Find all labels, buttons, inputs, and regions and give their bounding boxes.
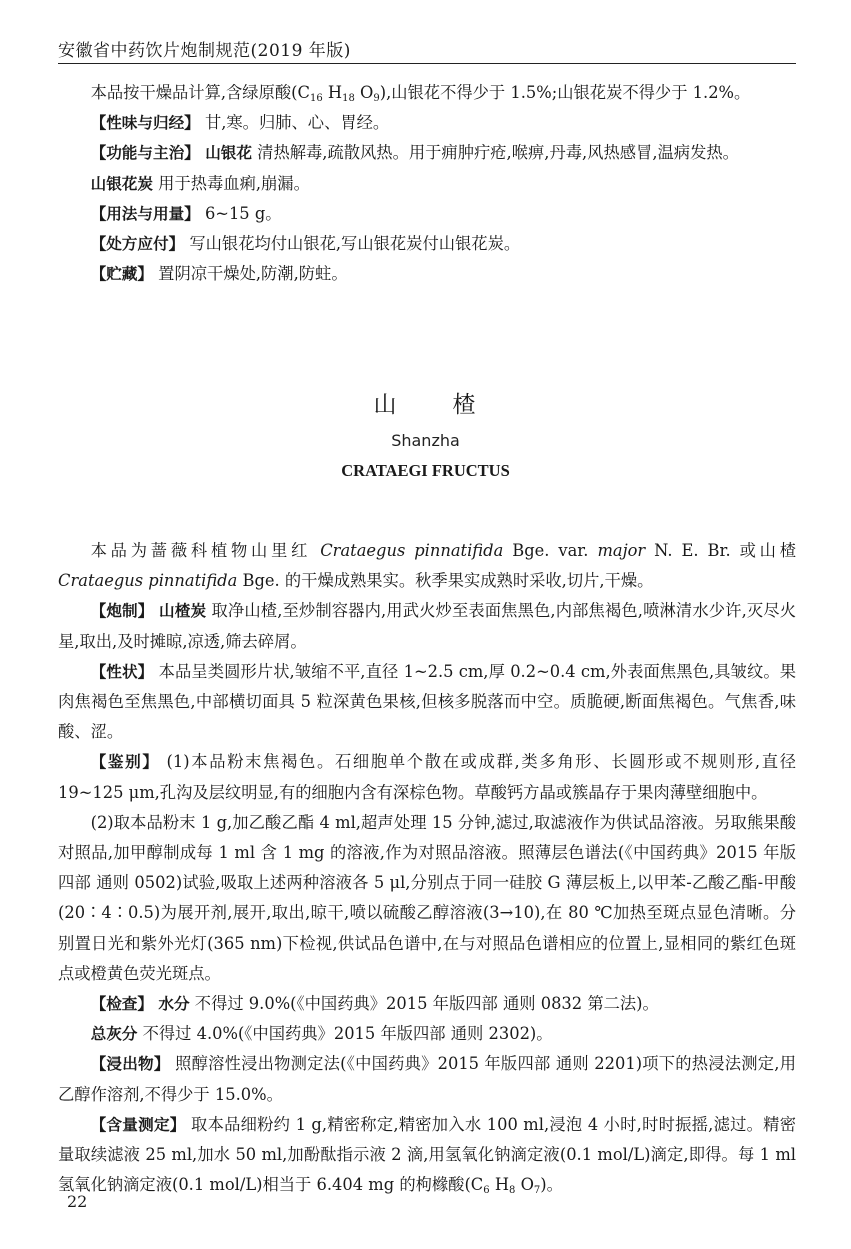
usage-paragraph (58, 199, 796, 229)
section-label: 【功能与主治】 (90, 144, 200, 163)
section-text: 本品呈类圆形片状,皱缩不平,直径 1~2.5 cm,厚 0.2~0.4 cm,外表面焦黑色,具皱纹。果肉焦褐色至焦黑色,中部横切面具 5 粒深黄色果核,但核多脱落而中空。质脆硬,断面焦褐色。气焦香,味酸、涩。 (58, 661, 796, 742)
text-run: Bge. 的干燥成熟果实。秋季果实成熟时采收,切片,干燥。 (237, 571, 654, 591)
monograph-pinyin: Shanzha (391, 431, 460, 450)
identification-paragraph (58, 747, 796, 807)
section-text: 照醇溶性浸出物测定法(《中国药典》2015 年版四部 通则 2201)项下的热浸法测定,用乙醇作溶剂,不得少于 15.0%。 (58, 1054, 796, 1104)
section-text: 不得过 4.0%(《中国药典》2015 年版四部 通则 2302)。 (137, 1024, 553, 1044)
section-label: 【用法与用量】 (90, 204, 200, 223)
section-shanzha (58, 536, 796, 1200)
section-text: (1)本品粉末焦褐色。石细胞单个散在或成群,类多角形、长圆形或不规则形,直径 19~125 μm,孔沟及层纹明显,有的细胞内含有深棕色物。草酸钙方晶或簇晶存于果肉薄壁细胞中。 (58, 752, 796, 802)
section-text: 不得过 9.0%(《中国药典》2015 年版四部 通则 0832 第二法)。 (189, 994, 659, 1014)
text-run: Bge. var. (503, 541, 598, 560)
monograph-latin-name: CRATAEGI FRUCTUS (341, 461, 510, 480)
section-shanyinhua-tail (58, 78, 796, 289)
section-text: 甘,寒。归肺、心、胃经。 (199, 113, 390, 133)
section-text: 取净山楂,至炒制容器内,用武火炒至表面焦黑色,内部焦褐色,喷淋清水少许,灭尽火星,取出,及时摊晾,凉透,筛去碎屑。 (58, 601, 796, 651)
text-run: O (354, 83, 374, 102)
subscript: 18 (342, 93, 355, 104)
section-text: 清热解毒,疏散风热。用于痈肿疔疮,喉痹,丹毒,风热感冒,温病发热。 (251, 143, 739, 163)
subscript: 16 (309, 93, 323, 104)
running-header: 安徽省中药饮片炮制规范(2019 年版) (58, 41, 351, 61)
header-rule (58, 63, 796, 64)
sub-label: 山银花 (199, 144, 252, 163)
source-paragraph (58, 536, 796, 596)
section-label: 【含量测定】 (90, 1115, 186, 1134)
storage-paragraph (58, 259, 796, 289)
nature-paragraph (58, 108, 796, 138)
ash-paragraph (58, 1019, 796, 1049)
section-text: 6~15 g。 (199, 203, 282, 223)
text-run: 本品按干燥品计算,含绿原酸(C (90, 83, 310, 102)
text-run: H (322, 83, 343, 102)
text-run: N. E. Br. 或山楂 (645, 541, 796, 560)
section-label: 【性状】 (90, 662, 154, 681)
species-name: Crataegus pinnatifida (320, 541, 504, 560)
content-paragraph (58, 78, 796, 108)
section-label: 【贮藏】 (90, 265, 153, 284)
page-number: 22 (67, 1192, 88, 1211)
section-label: 【性味与归经】 (90, 114, 200, 133)
subscript: 6 (483, 1185, 490, 1197)
charcoal-paragraph (58, 169, 796, 199)
sub-label: 水分 (152, 995, 190, 1014)
text-run: O (515, 1175, 534, 1195)
section-label: 【炮制】 (90, 602, 154, 621)
title-char: 楂 (452, 392, 478, 418)
sub-label: 山楂炭 (153, 602, 207, 621)
identification-paragraph-2: (2)取本品粉末 1 g,加乙酸乙酯 4 ml,超声处理 15 分钟,滤过,取滤液作为供试品溶液。另取熊果酸对照品,加甲醇制成每 1 ml 含 1 mg 的溶液,作为对照品溶液。照薄层色谱法(《中国药典》2015 年版四部 通则 0502)试验,吸取上述两种溶液各 5 μl,分别点于同一硅胶 G 薄层板上,以甲苯-乙酸乙酯-甲酸(20∶4∶0.5)为展开剂,展开,取出,晾干,喷以硫酸乙醇溶液(3→10),在 80 ℃加热至斑点显色清晰。分别置日光和紫外光灯(365 nm)下检视,供试品色谱中,在与对照品色谱相应的位置上,显相同的紫红色斑点或橙黄色荧光斑点。 (58, 812, 796, 983)
text-run: )。 (540, 1175, 563, 1195)
section-text: 置阴凉干燥处,防潮,防蛀。 (152, 264, 348, 284)
prescription-paragraph (58, 229, 796, 259)
extract-paragraph (58, 1049, 796, 1109)
section-text: 用于热毒血痢,崩漏。 (152, 173, 310, 193)
subscript: 7 (533, 1185, 541, 1197)
character-paragraph (58, 657, 796, 748)
section-label: 【处方应付】 (90, 235, 185, 254)
monograph-title (0, 386, 851, 419)
species-name: Crataegus pinnatifida (58, 571, 238, 591)
inspection-paragraph (58, 989, 796, 1019)
processing-paragraph (58, 596, 796, 656)
title-char: 山 (373, 392, 399, 418)
subscript: 9 (373, 93, 380, 104)
section-label: 【检查】 (90, 995, 153, 1014)
function-paragraph (58, 138, 796, 168)
subscript: 8 (509, 1185, 516, 1197)
text-run: H (489, 1175, 510, 1195)
text-run: ),山银花不得少于 1.5%;山银花炭不得少于 1.2%。 (379, 83, 751, 102)
text-run: 本品为蔷薇科植物山里红 (90, 541, 321, 560)
section-label: 【鉴别】 (90, 753, 160, 772)
section-text: 写山银花均付山银花,写山银花炭付山银花炭。 (184, 234, 521, 254)
sub-label: 山银花炭 (90, 174, 153, 193)
sub-label: 总灰分 (90, 1025, 138, 1044)
section-label: 【浸出物】 (90, 1055, 170, 1074)
assay-paragraph (58, 1110, 796, 1201)
section-text: 取本品细粉约 1 g,精密称定,精密加入水 100 ml,浸泡 4 小时,时时振摇,滤过。精密量取续滤液 25 ml,加水 50 ml,加酚酞指示液 2 滴,用氢氧化钠滴定液(0.1 mol/L)滴定,即得。每 1 ml 氢氧化钠滴定液(0.1 mol/L)相当于 6.404 mg 的枸橼酸(C (58, 1114, 796, 1195)
species-name: major (597, 541, 646, 560)
